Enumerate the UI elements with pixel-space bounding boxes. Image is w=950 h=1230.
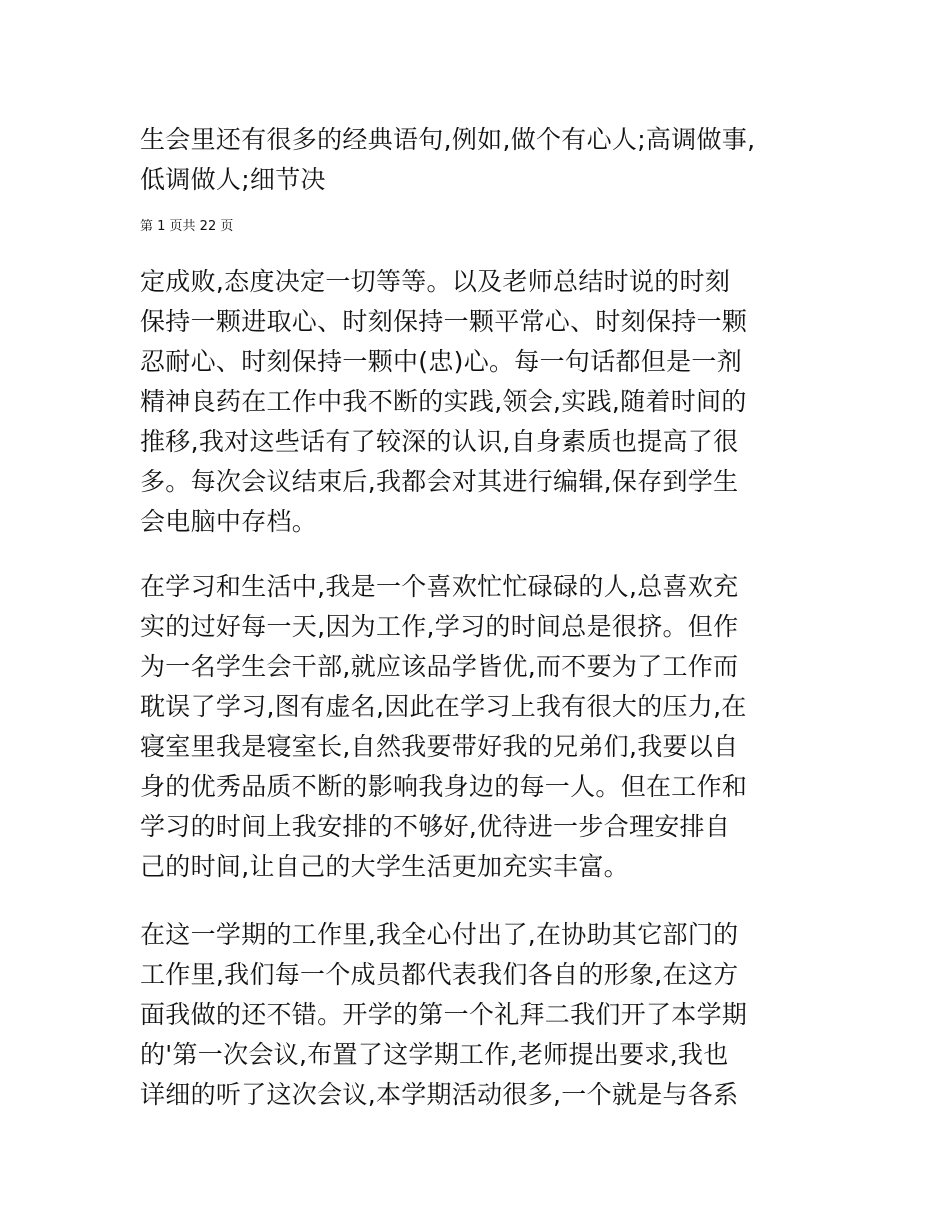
text-line: 在学习和生活中,我是一个喜欢忙忙碌碌的人,总喜欢充 [140, 572, 739, 601]
text-line: 学习的时间上我安排的不够好,优待进一步合理安排自 [140, 812, 731, 841]
text-line: 工作里,我们每一个成员都代表我们各自的形象,在这方 [140, 960, 739, 989]
text-line: 会电脑中存档。 [140, 507, 318, 536]
text-line: 身的优秀品质不断的影响我身边的每一人。但在工作和 [140, 772, 748, 801]
text-line: 寝室里我是寝室长,自然我要带好我的兄弟们,我要以自 [140, 732, 739, 761]
text-line: 保持一颗进取心、时刻保持一颗平常心、时刻保持一颗 [140, 307, 748, 336]
text-line: 推移,我对这些话有了较深的认识,自身素质也提高了很 [140, 427, 739, 456]
text-line: 定成败,态度决定一切等等。以及老师总结时说的时刻 [140, 267, 731, 296]
text-line: 多。每次会议结束后,我都会对其进行编辑,保存到学生 [140, 467, 739, 496]
text-line: 在这一学期的工作里,我全心付出了,在协助其它部门的 [140, 920, 739, 949]
page-footer: 第 1 页共 22 页 [140, 219, 234, 234]
text-line: 为一名学生会干部,就应该品学皆优,而不要为了工作而 [140, 652, 739, 681]
text-line: 面我做的还不错。开学的第一个礼拜二我们开了本学期 [140, 1000, 748, 1029]
text-line: 生会里还有很多的经典语句,例如,做个有心人;高调做事, [140, 125, 756, 154]
text-line: 实的过好每一天,因为工作,学习的时间总是很挤。但作 [140, 612, 739, 641]
text-line: 的'第一次会议,布置了这学期工作,老师提出要求,我也 [140, 1040, 729, 1069]
text-line: 详细的听了这次会议,本学期活动很多,一个就是与各系 [140, 1080, 739, 1109]
text-line: 己的时间,让自己的大学生活更加充实丰富。 [140, 852, 629, 881]
text-line: 忍耐心、时刻保持一颗中(忠)心。每一句话都但是一剂 [140, 347, 743, 376]
text-line: 耽误了学习,图有虚名,因此在学习上我有很大的压力,在 [140, 692, 747, 721]
text-line: 低调做人;细节决 [140, 165, 326, 194]
text-line: 精神良药在工作中我不断的实践,领会,实践,随着时间的 [140, 387, 747, 416]
